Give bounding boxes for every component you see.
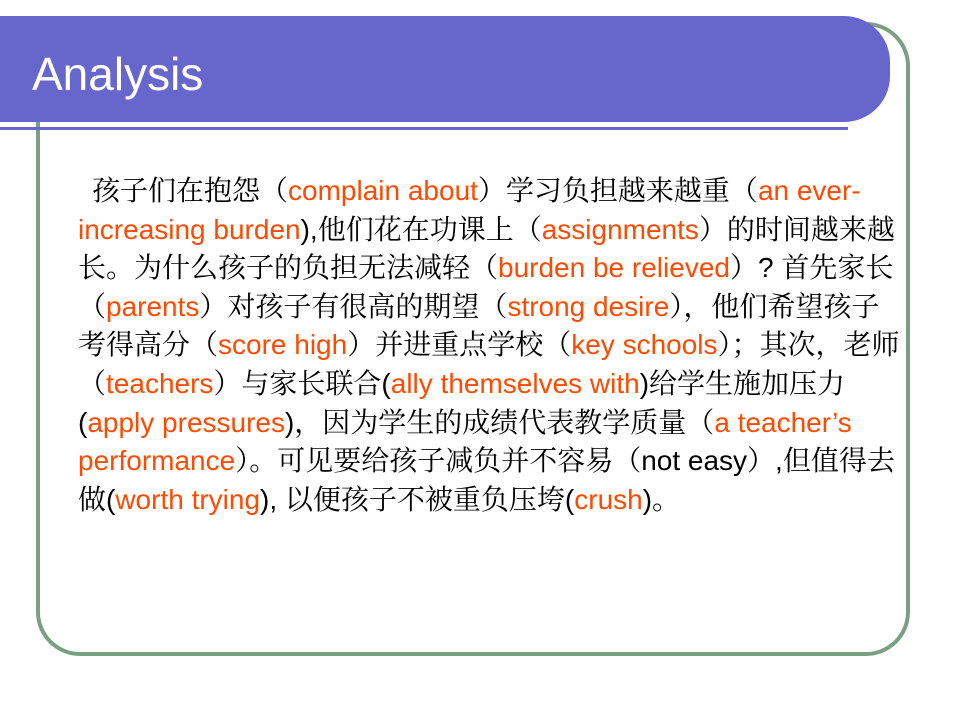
- english-term: parents: [106, 290, 200, 322]
- slide-title: Analysis: [32, 48, 204, 100]
- english-term: crush: [574, 483, 643, 515]
- chinese-text: ）。可见要给孩子减负并不容易（not easy）,但值得去做(: [78, 445, 895, 515]
- chinese-text: ）的时间越来越长。为什么孩子的负担无法减轻（: [78, 213, 895, 284]
- english-term: ally themselves with: [390, 367, 640, 399]
- chinese-text: ）；其次，老师（: [78, 329, 900, 399]
- chinese-text: )。: [642, 483, 681, 515]
- chinese-text: ）对孩子有很高的期望（: [199, 290, 508, 322]
- english-term: score high: [218, 329, 348, 361]
- english-term: assignments: [541, 213, 699, 245]
- english-term: apply pressures: [87, 406, 285, 438]
- chinese-text: ）学习负担越来越重（: [477, 175, 758, 206]
- english-term: complain about: [288, 175, 478, 206]
- analysis-paragraph: [78, 172, 902, 519]
- title-underline: [0, 127, 848, 130]
- chinese-text: ),他们花在功课上（: [300, 213, 542, 245]
- chinese-text: 孩子们在抱怨（: [92, 175, 289, 206]
- english-term: an ever-increasing burden: [78, 175, 861, 245]
- english-term: worth trying: [115, 483, 261, 515]
- english-term: teachers: [106, 367, 214, 399]
- chinese-text: ), 以便孩子不被重负压垮(: [260, 483, 575, 515]
- english-term: strong desire: [507, 290, 670, 322]
- chinese-text: ），他们希望孩子考得高分（: [78, 290, 880, 361]
- chinese-text: )，因为学生的成绩代表教学质量（: [284, 406, 715, 438]
- english-term: key schools: [571, 329, 718, 361]
- chinese-text: ）与家长联合(: [213, 367, 391, 399]
- chinese-text: ）? 首先家长（: [78, 252, 894, 322]
- english-term: burden be relieved: [498, 252, 730, 284]
- english-term: a teacher’s performance: [78, 406, 852, 477]
- chinese-text: )给学生施加压力(: [78, 367, 846, 438]
- chinese-text: ）并进重点学校（: [347, 329, 572, 361]
